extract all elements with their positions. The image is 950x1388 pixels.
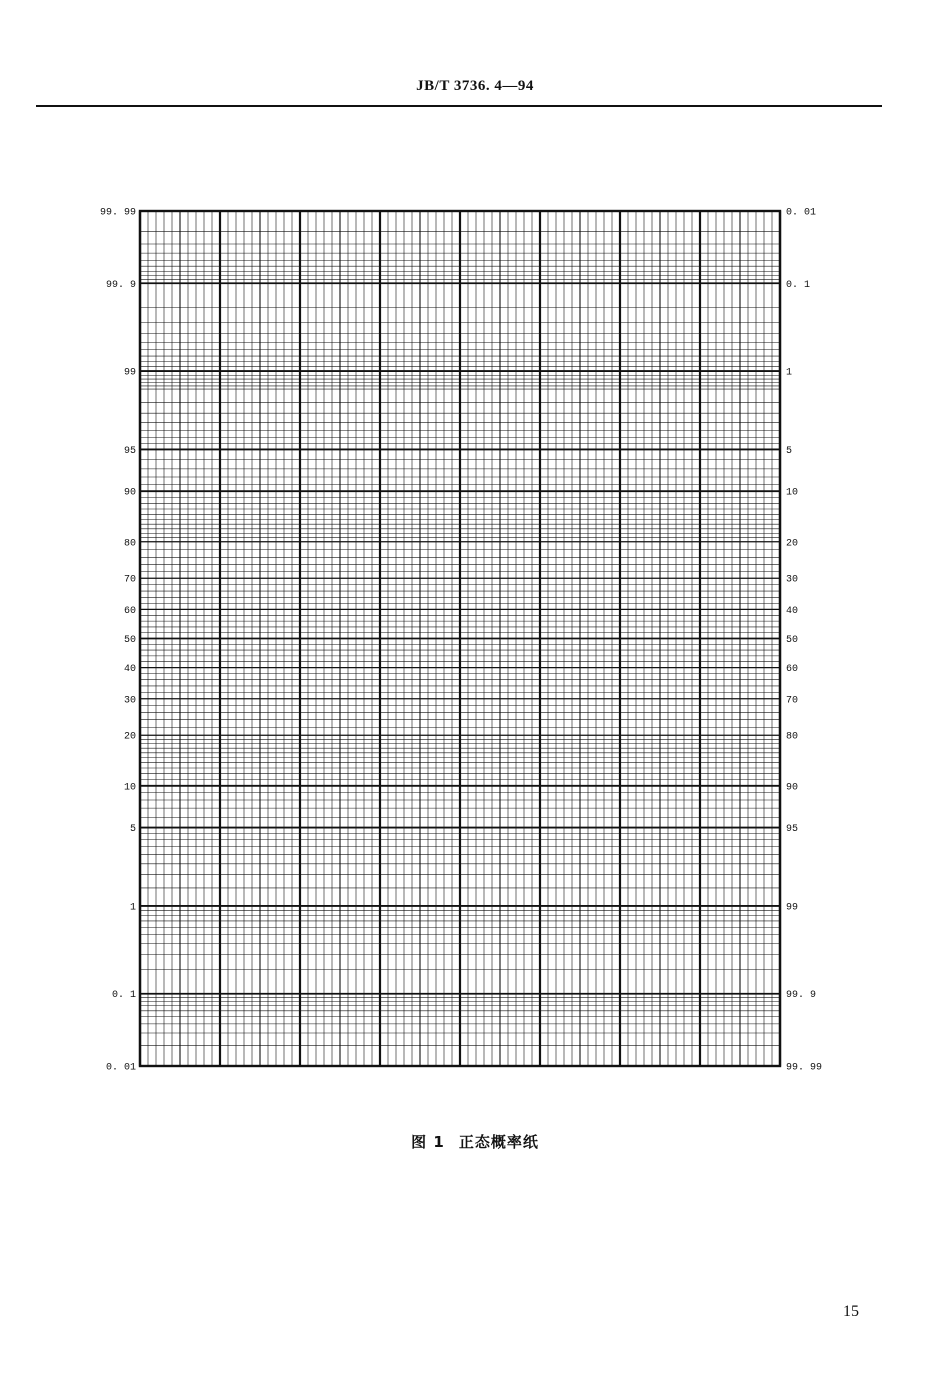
figure-title: 正态概率纸 <box>458 1133 539 1151</box>
right-axis-label: 50 <box>786 635 799 646</box>
right-axis-label: 0. 01 <box>786 207 817 219</box>
right-axis-label: 70 <box>786 695 799 707</box>
right-axis-label: 80 <box>786 731 799 743</box>
left-axis-label: 20 <box>123 731 136 743</box>
right-axis-label: 99 <box>786 902 799 914</box>
right-axis-label: 40 <box>786 605 799 617</box>
standard-number: JB/T 3736. 4—94 <box>416 78 534 94</box>
left-axis-label: 70 <box>123 574 136 586</box>
right-axis-label: 95 <box>786 824 799 836</box>
left-axis-labels <box>100 208 136 1074</box>
left-axis-label: 99 <box>123 367 136 379</box>
left-axis-label: 99. 9 <box>105 279 136 291</box>
left-axis-label: 80 <box>123 538 136 550</box>
left-axis-label: 99. 99 <box>99 207 136 219</box>
grid-lines <box>140 211 780 1066</box>
right-axis-label: 5 <box>786 445 793 457</box>
right-axis-label: 0. 1 <box>786 279 811 291</box>
figure-number: 图 1 <box>411 1133 445 1151</box>
left-axis-label: 10 <box>123 782 136 794</box>
left-axis-label: 5 <box>129 824 136 836</box>
left-axis-label: 30 <box>123 695 136 707</box>
left-axis-label: 95 <box>123 445 136 457</box>
left-axis-label: 90 <box>123 487 136 499</box>
right-axis-label: 30 <box>786 574 799 586</box>
right-axis-label: 20 <box>786 538 799 550</box>
right-axis-label: 1 <box>786 367 793 379</box>
left-axis-label: 60 <box>123 605 136 617</box>
right-axis-label: 60 <box>786 664 799 676</box>
figure-caption <box>0 1131 950 1152</box>
left-axis-label: 50 <box>123 635 136 646</box>
left-axis-label: 40 <box>123 664 136 676</box>
page-number: 15 <box>843 1303 859 1320</box>
left-axis-label: 0. 01 <box>105 1062 136 1074</box>
left-axis-label: 1 <box>129 902 136 914</box>
left-axis-label: 0. 1 <box>111 990 136 1002</box>
right-axis-labels <box>786 208 822 1074</box>
right-axis-label: 10 <box>786 487 799 499</box>
right-axis-label: 90 <box>786 782 799 794</box>
right-axis-label: 99. 9 <box>786 990 817 1002</box>
right-axis-label: 99. 99 <box>786 1062 823 1074</box>
